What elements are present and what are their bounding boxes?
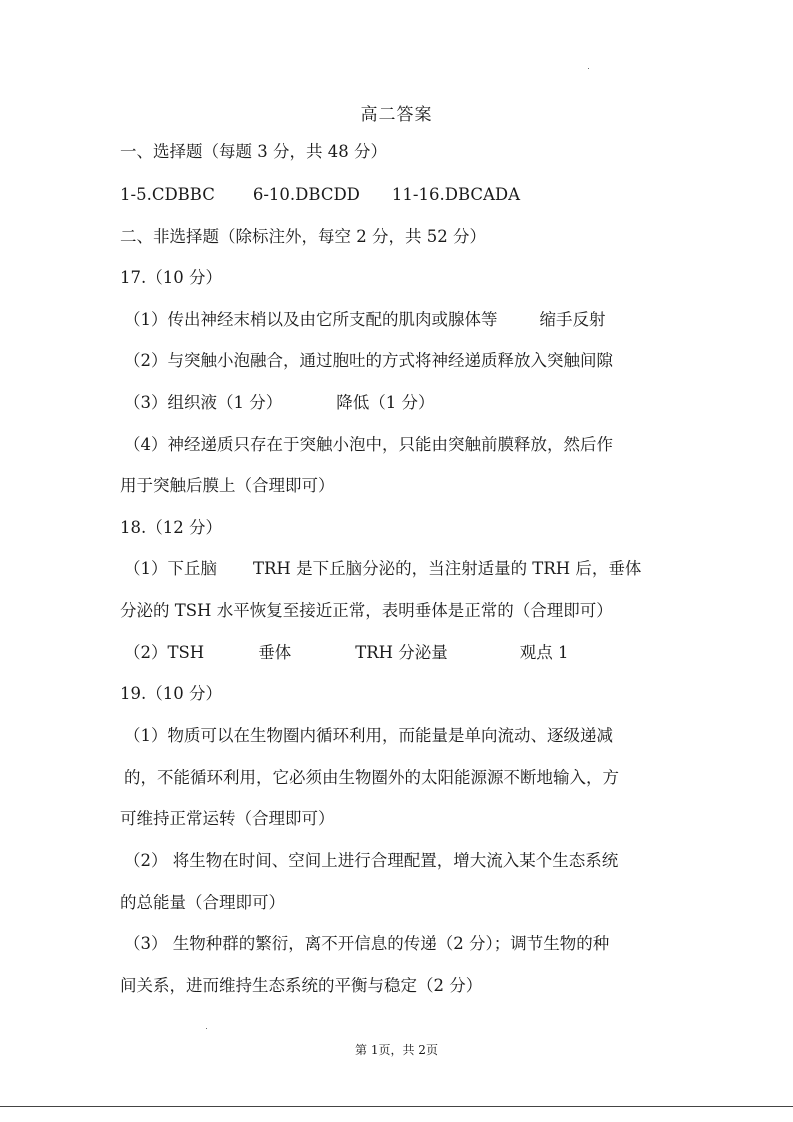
page-footer: 第 1页，共 2页	[355, 1043, 438, 1057]
mc-answers-6-10: 6-10.DBCDD	[252, 185, 360, 204]
q19-part1-line1: （1）物质可以在生物圈内循环利用，而能量是单向流动、逐级递减	[124, 726, 613, 745]
q18-part1-answer-a: （1）下丘脑	[124, 559, 217, 578]
section-1-heading: 一、选择题（每题 3 分，共 48 分）	[120, 142, 387, 161]
q17-part2: （2）与突触小泡融合，通过胞吐的方式将神经递质释放入突触间隙	[124, 351, 613, 370]
q19-part2-line1: （2） 将生物在时间、空间上进行合理配置，增大流入某个生态系统	[124, 851, 619, 870]
q19-part1-line2: 的，不能循环利用，它必须由生物圈外的太阳能源源不断地输入，方	[124, 768, 619, 787]
q19-part3-line2: 间关系，进而维持生态系统的平衡与稳定（2 分）	[120, 976, 483, 995]
page-title: 高二答案	[360, 105, 433, 125]
q18-part2-answer-a: （2）TSH	[124, 643, 205, 662]
bottom-divider	[0, 1106, 793, 1107]
q17-part1	[124, 309, 606, 331]
q19-heading: 19.（10 分）	[120, 684, 222, 703]
mc-answers-row	[120, 184, 520, 206]
q19-part1-line3: 可维持正常运转（合理即可）	[120, 809, 335, 828]
mc-answers-1-5: 1-5.CDBBC	[120, 185, 215, 204]
q18-part1-line1	[124, 558, 641, 580]
q17-part4-line1: （4）神经递质只存在于突触小泡中，只能由突触前膜释放，然后作	[124, 435, 613, 454]
speck	[206, 1028, 207, 1029]
q17-part1-answer-b: 缩手反射	[539, 310, 606, 329]
q18-part2-answer-d: 观点 1	[519, 643, 569, 662]
q17-part1-answer-a: （1）传出神经末梢以及由它所支配的肌肉或腺体等	[124, 310, 498, 329]
q18-part1-line2: 分泌的 TSH 水平恢复至接近正常，表明垂体是正常的（合理即可）	[120, 601, 613, 620]
section-2-heading: 二、非选择题（除标注外，每空 2 分，共 52 分）	[120, 227, 486, 246]
q19-part2-line2: 的总能量（合理即可）	[120, 893, 285, 912]
q19-part3-line1: （3） 生物种群的繁衍，离不开信息的传递（2 分）；调节生物的种	[124, 934, 610, 953]
q17-part3-answer-a: （3）组织液（1 分）	[124, 393, 283, 412]
q18-part2	[124, 642, 569, 664]
q18-part2-answer-b: 垂体	[258, 643, 292, 662]
q18-heading: 18.（12 分）	[120, 518, 222, 537]
q17-part4-line2: 用于突触后膜上（合理即可）	[120, 476, 335, 495]
q17-part3-answer-b: 降低（1 分）	[336, 393, 435, 412]
speck	[588, 68, 589, 69]
mc-answers-11-16: 11-16.DBCADA	[391, 185, 521, 204]
q17-part3	[124, 392, 435, 414]
q18-part2-answer-c: TRH 分泌量	[355, 643, 448, 662]
q18-part1-answer-b: TRH 是下丘脑分泌的，当注射适量的 TRH 后，垂体	[253, 559, 642, 578]
q17-heading: 17.（10 分）	[120, 268, 222, 287]
